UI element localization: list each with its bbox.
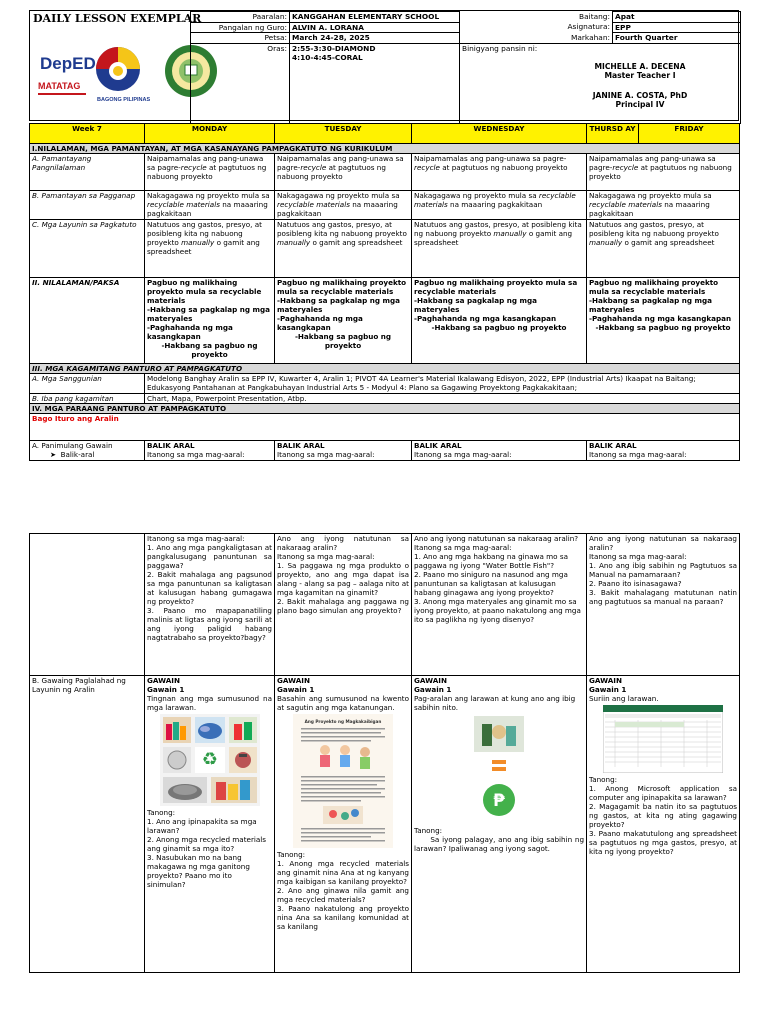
balik-fri: BALIK ARAL Itanong sa mga mag-aaral: [587, 441, 740, 461]
sec3-b-text: Chart, Mapa, Powerpoint Presentation, Atbp. [145, 394, 740, 404]
paaralan-label: Paaralan: [191, 12, 290, 23]
matatag-text: MATATAG [38, 81, 81, 91]
petsa-value: March 24-28, 2025 [290, 33, 460, 44]
oras-value [290, 43, 460, 123]
week-header: Week 7 [30, 124, 145, 144]
bagong-pilipinas-text: BAGONG PILIPINAS [97, 97, 151, 103]
sec1-c-label: C. Mga Layunin sa Pagkatuto [30, 220, 145, 278]
recycle-illustration [323, 806, 363, 824]
sec1-b-wed: Nakagagawa ng proyekto mula sa recyclable materials na maaaring pagkakitaan [412, 191, 587, 220]
wednesday-header: WEDNESDAY [412, 124, 587, 144]
markahan-label: Markahan: [460, 33, 613, 44]
oras-value-1: 2:55-3:30-DIAMOND [292, 43, 376, 53]
oras-value-2: 4:10-4:45-CORAL [292, 53, 363, 62]
sig1-title: Master Teacher I [604, 71, 676, 80]
sec1-a-mon: Naipamamalas ang pang-unawa sa pagre-recycle at pagtutuos ng nabuong proyekto [145, 154, 275, 191]
bagong-pilipinas-logo [96, 47, 151, 103]
tuesday-header: TUESDAY [275, 124, 412, 144]
fri-tanong: Tanong: 1. Anong Microsoft application sa computer ang ipinapakita sa larawan? 2. Magagamit ba natin ito sa pagtutuos ng gastos, at kita ng ating gagawing proyekto? 3. Paano makatutulong ang spreadsheet sa pagtutuos ng mga gastos, presyo, at kita ng iyong proyekto? [589, 775, 737, 856]
monday-header: MONDAY [145, 124, 275, 144]
sig2-name: JANINE A. COSTA, PhD [592, 90, 688, 100]
thursday-header: THURSD AY [587, 124, 639, 144]
sec1-c-mon: Natutuos ang gastos, presyo, at posibleng kita ng nabuong proyekto manually o gamit ang spreadsheet [145, 220, 275, 278]
friday-header: FRIDAY [639, 124, 740, 144]
sec2-tue: Pagbuo ng malikhaing proyekto mula sa recyclable materials -Hakbang sa pagkalap ng mga materyales -Paghahanda ng mga kasangkapan -Hakbang sa pagbuo ng proyekto [275, 278, 412, 364]
wed-tanong: Tanong: Sa iyong palagay, ano ang ibig sabihin ng larawan? Ipaliwanag ang iyong sagot. [414, 826, 585, 853]
spreadsheet-image [603, 705, 723, 773]
svg-text:♻: ♻ [201, 749, 218, 770]
page-1 [29, 10, 739, 472]
sec3-a-label: A. Mga Sanggunian [30, 374, 145, 394]
header-block [29, 10, 739, 121]
sec3-title: III. MGA KAGAMITANG PANTURO AT PAMPAGKATUTO [30, 364, 740, 374]
deped-logo-text: DepED [40, 54, 96, 73]
sec1-b-label: B. Pamantayan sa Pagganap [30, 191, 145, 220]
sec2-wed: Pagbuo ng malikhaing proyekto mula sa recyclable materials -Hakbang sa pagkalap ng mga materyales -Paghahanda ng mga kasangkapan -Hakbang sa pagbuo ng proyekto [412, 278, 587, 364]
svg-text:₱: ₱ [493, 791, 505, 811]
sec1-a-fri: Naipamamalas ang pang-unawa sa pagre-recycle at pagtutuos ng nabuong proyekto [587, 154, 740, 191]
p2-blank-label [30, 534, 145, 676]
handicraft-picture [474, 716, 524, 752]
kids-illustration [320, 745, 370, 769]
baitang-label: Baitang: [460, 12, 613, 23]
guro-value: ALVIN A. LORANA [290, 22, 460, 33]
main-table-p2 [29, 533, 740, 973]
deped-logo [36, 43, 96, 95]
p2-mon-gawain: GAWAIN Gawain 1 Tingnan ang mga sumusunod na mga larawan. ♻ Tanong: 1. Ano ang ipinapakita sa mga larawan? 2. Anong mga recycled materials ang ginamit sa mga ito? 3. Nasubukan mo na bang makagawa ng mga ganitong proyekto? Paano mo ito sinimulan? [145, 676, 275, 973]
balik-tue: BALIK ARAL Itanong sa mga mag-aaral: [275, 441, 412, 461]
p2-b-label: B. Gawaing Paglalahad ng Layunin ng Aralin [30, 676, 145, 973]
sec1-title: I.NILALAMAN, MGA PAMANTAYAN, AT MGA KASANAYANG PAMPAGKATUTO NG KURIKULUM [30, 144, 740, 154]
binigyang-label: Binigyang pansin ni: [462, 43, 538, 53]
balik-mon: BALIK ARAL Itanong sa mga mag-aaral: [145, 441, 275, 461]
sec3-b-label: B. Iba pang kagamitan [30, 394, 145, 404]
balik-wed: BALIK ARAL Itanong sa mga mag-aaral: [412, 441, 587, 461]
doc-title: DAILY LESSON EXEMPLAR [33, 12, 202, 25]
asignatura-value: EPP [613, 22, 741, 33]
binigyang-cell [460, 43, 741, 123]
sec1-b-mon: Nakagagawa ng proyekto mula sa recyclable materials na maaaring pagkakitaan [145, 191, 275, 220]
p2-mon-review: Itanong sa mga mag-aaral: 1. Ano ang mga pangkaligtasan at pangkalusugang panuntunan sa paggawa? 2. Bakit mahalaga ang pagsunod sa mga panuntunan sa kaligtasan at kalusugan habang gumagawa ng proyekto? 3. Paano mo mapapanatiling malinis at ligtas ang iyong sarili at ang iyong paligid habang nagtatrabaho sa proyekto?bagy? [145, 534, 275, 676]
paaralan-value: KANGGAHAN ELEMENTARY SCHOOL [290, 12, 460, 23]
equation-image [468, 714, 530, 824]
sig2-title: Principal IV [615, 100, 665, 109]
baitang-value: Apat [613, 12, 741, 23]
p2-tue-gawain: GAWAIN Gawain 1 Basahin ang sumusunod na kwento at sagutin ang mga katanungan. Ang Proyekto ng Magkakaibigan Tanong: 1. Anong mga recycled materials ang ginamit nina Ana at ng kanyang mga kaibigan sa kanilang proyekto? 2. Ano ang ginawa nila gamit ang mga recycled materials? 3. Paano nakatulong ang proyekto nina Ana sa kanilang komunidad at sa kanilang [275, 676, 412, 973]
sec2-mon: Pagbuo ng malikhaing proyekto mula sa recyclable materials -Hakbang sa pagkalap ng mga materyales -Paghahanda ng mga kasangkapan -Hakbang sa pagbuo ng proyekto [145, 278, 275, 364]
signatories [540, 62, 740, 110]
p2-fri-gawain: GAWAIN Gawain 1 Suriin ang larawan. Tanong: 1. Anong Microsoft application sa computer ang ipinapakita sa larawan? 2. Magagamit ba natin ito sa pagtutuos ng gastos, at kita ng ating gagawing proyekto? 3. Paano makatutulong ang spreadsheet sa pagtutuos ng mga gastos, presyo, at kita ng iyong proyekto? [587, 676, 740, 973]
mon-tanong: Tanong: 1. Ano ang ipinapakita sa mga larawan? 2. Anong mga recycled materials ang ginamit sa mga ito? 3. Nasubukan mo na bang makagawa ng mga ganitong proyekto? Paano mo ito sinimulan? [147, 808, 267, 889]
story-title: Ang Proyekto ng Magkakaibigan [304, 719, 382, 724]
sec1-c-wed: Natutuos ang gastos, presyo, at posibleng kita ng nabuong proyekto manually o gamit ang spreadsheet [412, 220, 587, 278]
balik-aral-sub: ➤ Balik-aral [50, 450, 95, 459]
p2-tue-review: Ano ang iyong natutunan sa nakaraag aralin? Itanong sa mga mag-aaral: 1. Sa paggawa ng mga produkto o proyekto, ano ang mga dapat isa alang - alang sa pag – aalaga nito at mga kagamitan na ginamit? 2. Bakit mahalaga ang paggawa ng plano bago simulan ang proyekto? [275, 534, 412, 676]
main-table-p1 [29, 123, 740, 461]
oras-label: Oras: [191, 43, 290, 123]
markahan-value: Fourth Quarter [613, 33, 741, 44]
story-image [293, 714, 393, 848]
petsa-label: Petsa: [191, 33, 290, 44]
peso-coin-icon [483, 784, 515, 816]
sec1-b-fri: Nakagagawa ng proyekto mula sa recyclable materials na maaaring pagkakitaan [587, 191, 740, 220]
sec2-title: II. NILALAMAN/PAKSA [30, 278, 145, 364]
panimulang-gawain-label: A. Panimulang Gawain ➤ Balik-aral [30, 441, 145, 461]
header-info-table [190, 11, 741, 124]
guro-label: Pangalan ng Guro: [191, 22, 290, 33]
p2-wed-review: Ano ang iyong natutunan sa nakaraag aralin? Itanong sa mga mag-aaral: 1. Ano ang mga hakbang na ginawa mo sa paggawa ng iyong "Water Bottle Fish"? 2. Paano mo siniguro na nasunod ang mga panuntunan sa kaligtasan at kalusugan habang ginagawa ang iyong proyekto? 3. Anong mga materyales ang ginamit mo sa iyong proyekto, at paano nakatulong ang mga ito sa paglikha ng iyong disenyo? [412, 534, 587, 676]
sec1-c-fri: Natutuos ang gastos, presyo, at posibleng kita ng nabuong proyekto manually o gamit ang spreadsheet [587, 220, 740, 278]
page-2 [29, 533, 739, 973]
sec1-c-tue: Natutuos ang gastos, presyo, at posibleng kita ng nabuong proyekto manually o gamit ang spreadsheet [275, 220, 412, 278]
sec1-b-tue: Nakagagawa ng proyekto mula sa recyclable materials na maaaring pagkakitaan [275, 191, 412, 220]
tue-tanong: Tanong: 1. Anong mga recycled materials ang ginamit nina Ana at ng kanyang mga kaibigan sa kanilang proyekto? 2. Ano ang ginawa nila gamit ang mga recycled materials? 3. Paano nakatulong ang proyekto nina Ana sa kanilang komunidad at sa kanilang [277, 850, 409, 931]
sec1-a-tue: Naipamamalas ang pang-unawa sa pagre-recycle at pagtutuos ng nabuong proyekto [275, 154, 412, 191]
p2-fri-review: Ano ang iyong natutunan sa nakaraag aralin? Itanong sa mga mag-aaral: 1. Ano ang ibig sabihin ng Pagtutuos sa Manual na pamamaraan? 2. Paano ito isinasagawa? 3. Bakit mahalagang matutunan natin ang pagtutuos sa manual na paraan? [587, 534, 740, 676]
sec4-title: IV. MGA PARAANG PANTURO AT PAMPAGKATUTO [30, 404, 740, 414]
sec1-a-label: A. Pamantayang Pangnilalaman [30, 154, 145, 191]
bago-ituro-heading: Bago Ituro ang Aralin [30, 414, 740, 441]
sig1-name: MICHELLE A. DECENA [594, 61, 686, 71]
p2-wed-gawain: GAWAIN Gawain 1 Pag-aralan ang larawan at kung ano ang ibig sabihin nito. ₱ Tanong: Sa iyong palagay, ano ang ibig sabihin ng larawan? Ipaliwanag ang iyong sagot. [412, 676, 587, 973]
sec3-a-text: Modelong Banghay Aralin sa EPP IV, Kuwarter 4, Aralin 1; PIVOT 4A Learner's Material Ikalawang Edisyon, 2022, EPP (Industrial Arts) Ikaapat na Baitang; Edukasyong Pantahanan at Pangkabuhayan Industrial Arts 5 - Modyul 4: Plano sa Gagawing Proyektong Pagkakakitaan; [145, 374, 740, 394]
sec2-fri: Pagbuo ng malikhaing proyekto mula sa recyclable materials -Hakbang sa pagkalap ng mga materyales -Paghahanda ng mga kasangkapan -Hakbang sa pagbuo ng proyekto [587, 278, 740, 364]
sec1-a-wed: Naipamamalas ang pang-unawa sa pagre-recycle at pagtutuos ng nabuong proyekto [412, 154, 587, 191]
recycled-crafts-image [160, 714, 260, 806]
asignatura-label: Asignatura: [460, 22, 613, 33]
